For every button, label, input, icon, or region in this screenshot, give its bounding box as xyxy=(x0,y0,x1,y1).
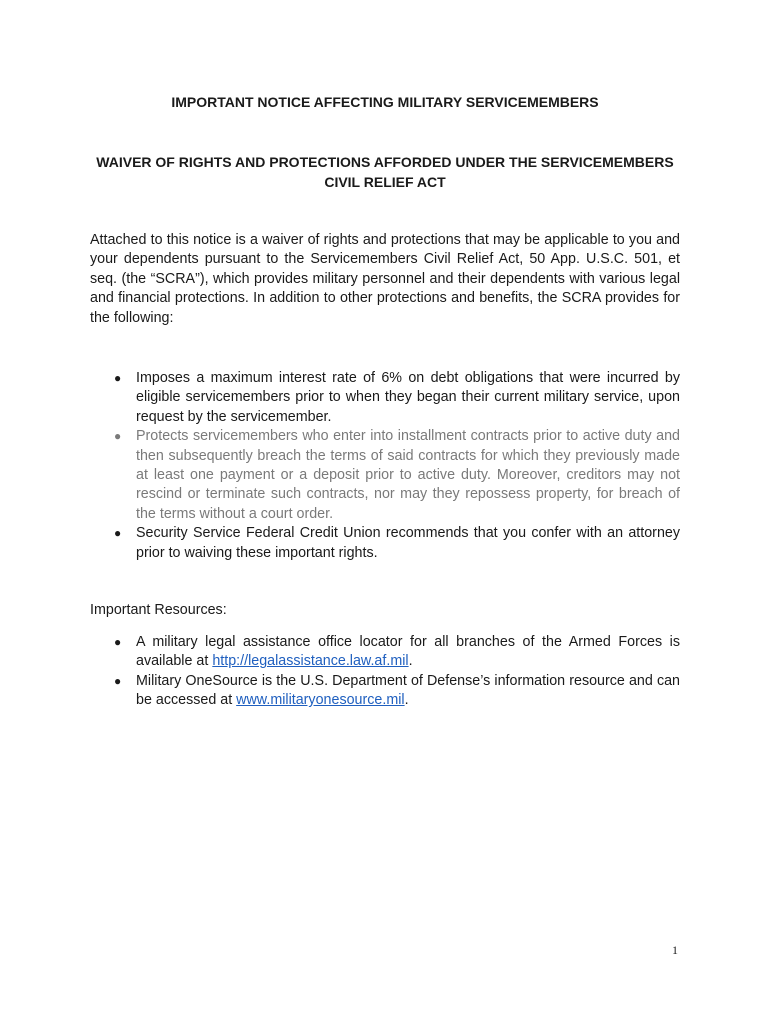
list-item xyxy=(90,427,680,524)
list-item xyxy=(90,672,680,711)
bullet-icon: ● xyxy=(114,429,122,444)
resources-list xyxy=(90,633,680,711)
intro-paragraph: Attached to this notice is a waiver of rights and protections that may be applicable to you and your dependents pursuant to the Servicemembers Civil Relief Act, 50 App. U.S.C. 501, et seq. (the “SCRA”), which provides military personnel and their dependents with various legal and financial protections. In addition to other protections and benefits, the SCRA provides for the following: xyxy=(90,232,680,326)
list-item xyxy=(90,633,680,672)
bullet-icon: ● xyxy=(114,526,122,541)
resource-text: Military OneSource is the U.S. Department of Defense’s information resource and can be accessed at xyxy=(136,672,680,709)
list-item xyxy=(90,369,680,427)
resource-text: A military legal assistance office locator for all branches of the Armed Forces is available at xyxy=(136,634,680,670)
bullet-icon: ● xyxy=(114,371,122,385)
page-subtitle: WAIVER OF RIGHTS AND PROTECTIONS AFFORDED UNDER THE SERVICEMEMBERS CIVIL RELIEF ACT xyxy=(96,154,674,190)
list-item-text: Imposes a maximum interest rate of 6% on debt obligations that were incurred by eligible servicemembers prior to when they began their current military service, upon request by the servicemember. xyxy=(136,370,680,425)
resource-text-end: . xyxy=(408,653,413,670)
bullet-icon: ● xyxy=(114,635,122,649)
list-item xyxy=(90,524,680,563)
scra-protections-list xyxy=(90,369,680,563)
page-number: 1 xyxy=(672,943,678,957)
page-title: IMPORTANT NOTICE AFFECTING MILITARY SERVICEMEMBERS xyxy=(171,94,599,110)
military-onesource-link[interactable]: www.militaryonesource.mil xyxy=(236,692,405,709)
legal-assistance-link[interactable]: http://legalassistance.law.af.mil xyxy=(212,653,409,670)
resources-heading: Important Resources: xyxy=(90,602,227,618)
bullet-icon: ● xyxy=(114,673,122,688)
list-item-text: Protects servicemembers who enter into installment contracts prior to active duty and then subsequently breach the terms of said contracts for which they previously made at least one payment or a deposit prior to active duty. Moreover, creditors may not rescind or terminate such contracts, nor may they repossess property, for breach of the terms without a court order. xyxy=(136,428,680,522)
resource-text-end: . xyxy=(404,692,409,709)
list-item-text: Security Service Federal Credit Union recommends that you confer with an attorney prior to waiving these important rights. xyxy=(136,525,680,561)
